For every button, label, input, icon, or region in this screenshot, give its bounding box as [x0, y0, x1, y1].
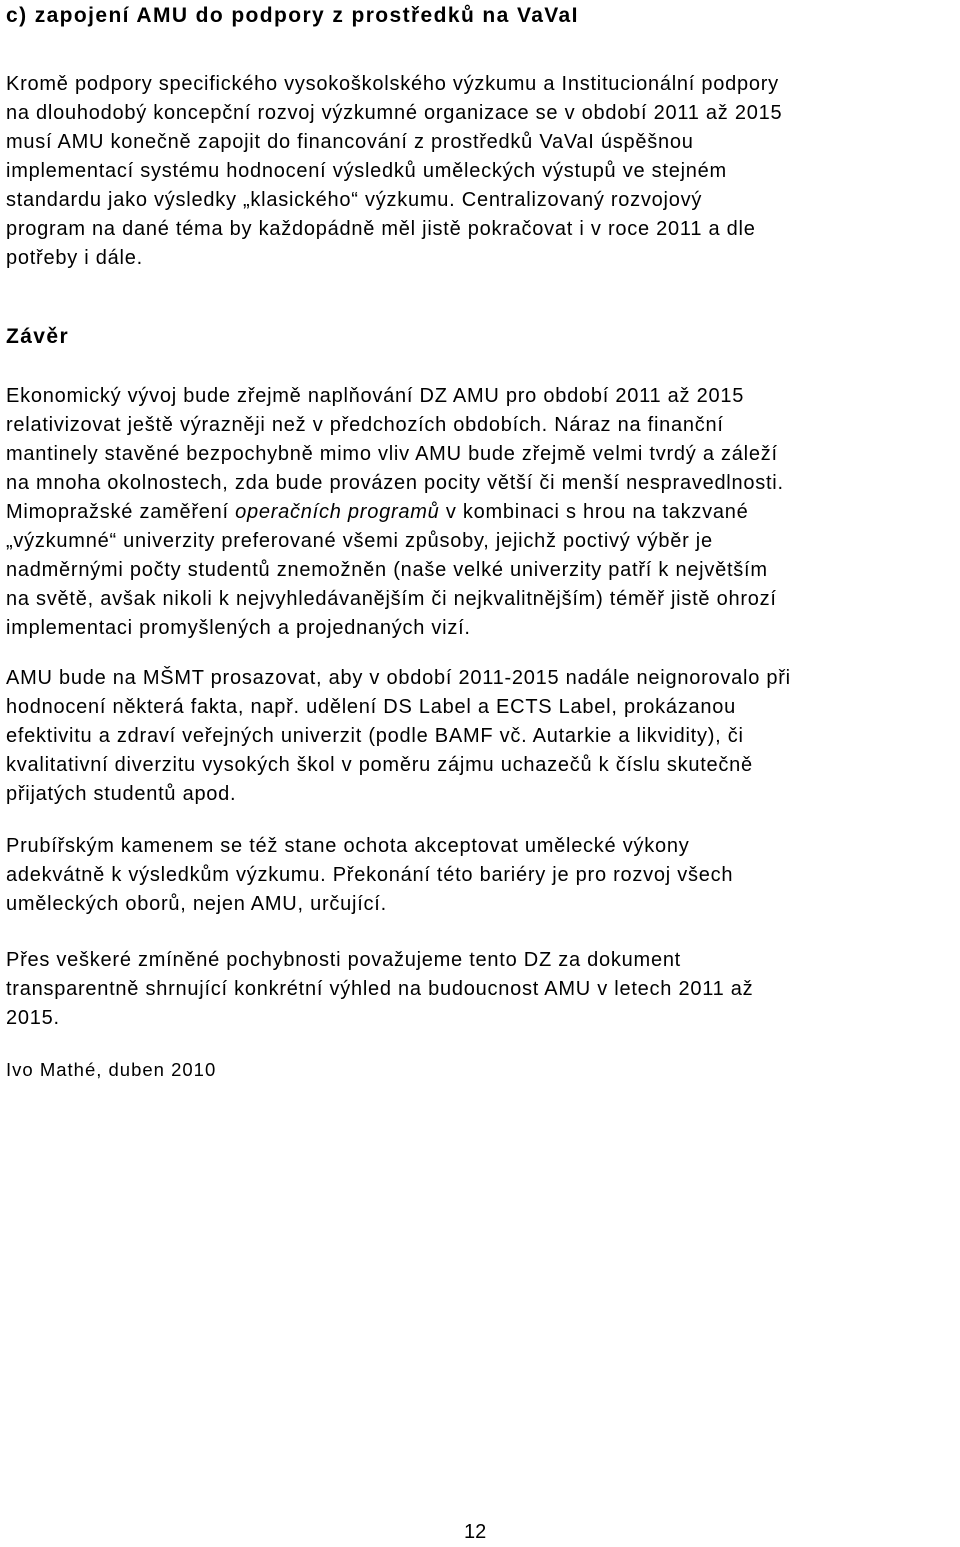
section-heading: c) zapojení AMU do podpory z prostředků na VaVaI: [6, 4, 579, 27]
page-number: 12: [464, 1521, 487, 1543]
text-run: Mimopražské zaměření: [6, 501, 236, 523]
text-line: uměleckých oborů, nejen AMU, určující.: [6, 893, 387, 915]
text-line: na mnoha okolnostech, zda bude provázen pocity větší či menší nespravedlnosti.: [6, 472, 784, 494]
section-paragraph: [6, 70, 956, 273]
conclusion-paragraph-1: [6, 382, 956, 643]
text-line: „výzkumné“ univerzity preferované všemi způsoby, jejichž poctivý výběr je: [6, 530, 713, 552]
text-line: Kromě podpory specifického vysokoškolského výzkumu a Institucionální podpory: [6, 73, 779, 95]
text-line: Přes veškeré zmíněné pochybnosti považujeme tento DZ za dokument: [6, 949, 681, 971]
text-line: musí AMU konečně zapojit do financování z prostředků VaVaI úspěšnou: [6, 131, 694, 153]
text-line: hodnocení některá fakta, např. udělení DS Label a ECTS Label, prokázanou: [6, 696, 737, 718]
text-line: Prubířským kamenem se též stane ochota akceptovat umělecké výkony: [6, 835, 690, 857]
text-line: na dlouhodobý koncepční rozvoj výzkumné organizace se v období 2011 až 2015: [6, 102, 783, 124]
text-line: na světě, avšak nikoli k nejvyhledávanějším či nejkvalitnějším) téměř jistě ohrozí: [6, 588, 777, 610]
text-line: nadměrnými počty studentů znemožněn (naše velké univerzity patří k největším: [6, 559, 768, 581]
text-line: standardu jako výsledky „klasického“ výzkumu. Centralizovaný rozvojový: [6, 189, 703, 211]
conclusion-paragraph-3: [6, 832, 956, 919]
conclusion-paragraph-2: [6, 664, 956, 809]
text-line: implementaci promyšlených a projednaných vizí.: [6, 617, 471, 639]
text-run: v kombinaci s hrou na takzvané: [439, 501, 749, 523]
text-line: relativizovat ještě výrazněji než v předchozích obdobích. Náraz na finanční: [6, 414, 724, 436]
text-line: kvalitativní diverzitu vysokých škol v poměru zájmu uchazečů k číslu skutečně: [6, 754, 753, 776]
text-line: Ekonomický vývoj bude zřejmě naplňování DZ AMU pro období 2011 až 2015: [6, 385, 745, 407]
text-line: efektivitu a zdraví veřejných univerzit (podle BAMF vč. Autarkie a likvidity), či: [6, 725, 744, 747]
text-line: mantinely stavěné bezpochybně mimo vliv AMU bude zřejmě velmi tvrdý a záleží: [6, 443, 778, 465]
conclusion-paragraph-4: [6, 946, 956, 1033]
text-line: přijatých studentů apod.: [6, 783, 237, 805]
conclusion-heading: Závěr: [6, 325, 70, 348]
text-line: implementací systému hodnocení výsledků uměleckých výstupů ve stejném: [6, 160, 727, 182]
text-line: AMU bude na MŠMT prosazovat, aby v období 2011-2015 nadále neignorovalo při: [6, 667, 791, 689]
text-line: adekvátně k výsledkům výzkumu. Překonání této bariéry je pro rozvoj všech: [6, 864, 734, 886]
text-line: potřeby i dále.: [6, 247, 143, 269]
text-line: transparentně shrnující konkrétní výhled na budoucnost AMU v letech 2011 až: [6, 978, 754, 1000]
italic-term: operačních programů: [235, 501, 440, 523]
text-line: [6, 498, 956, 527]
signature: Ivo Mathé, duben 2010: [6, 1059, 217, 1080]
text-line: program na dané téma by každopádně měl jistě pokračovat i v roce 2011 a dle: [6, 218, 756, 240]
text-line: 2015.: [6, 1007, 60, 1029]
